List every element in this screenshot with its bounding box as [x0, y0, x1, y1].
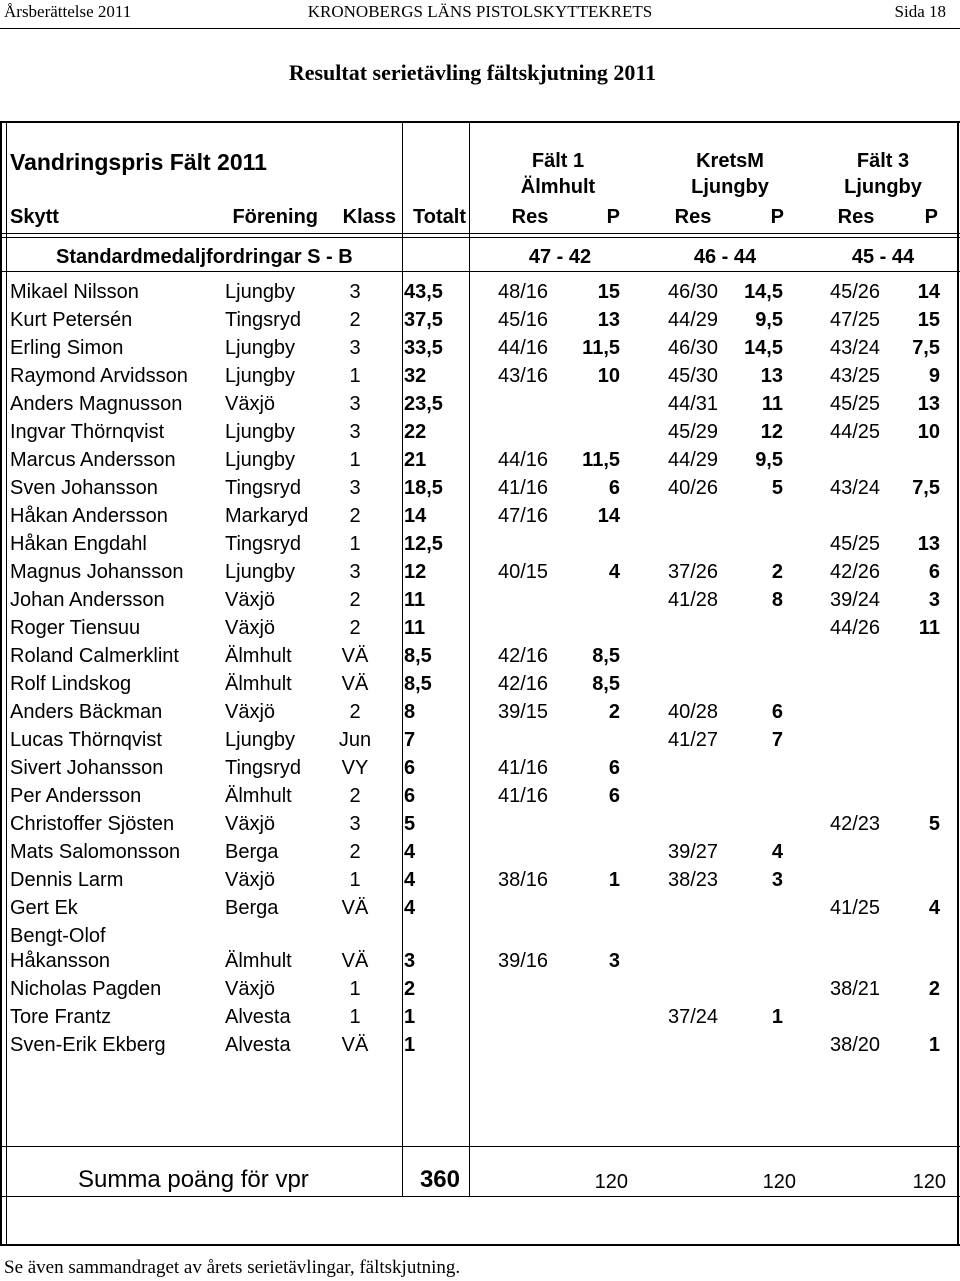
club: Växjö: [225, 589, 276, 611]
club: Berga: [225, 897, 279, 919]
class: 2: [349, 309, 361, 331]
points-falt1: 8,5: [592, 645, 620, 667]
class: 3: [349, 561, 361, 583]
class: 1: [349, 869, 361, 891]
club: Tingsryd: [225, 757, 301, 779]
res-falt1: 48/16: [498, 281, 549, 303]
class: 1: [349, 365, 361, 387]
res-kretsm: 38/23: [668, 869, 719, 891]
col-header-res-1: Res: [511, 206, 549, 228]
total: 7: [404, 729, 416, 751]
total: 18,5: [404, 477, 443, 499]
club: Ljungby: [225, 561, 296, 583]
points-kretsm: 14,5: [744, 281, 783, 303]
standard-value-falt3: 45 - 44: [851, 246, 915, 268]
points-falt1: 15: [597, 281, 620, 303]
shooter-name: Roger Tiensuu: [10, 617, 141, 639]
club: Tingsryd: [225, 477, 301, 499]
res-falt3: 41/25: [830, 897, 881, 919]
table-row: [0, 840, 960, 864]
club: Växjö: [225, 813, 276, 835]
total: 21: [404, 449, 427, 471]
res-falt3: 45/26: [830, 281, 881, 303]
header-center: KRONOBERGS LÄNS PISTOLSKYTTEKRETS: [307, 2, 653, 21]
total: 22: [404, 421, 427, 443]
points-falt1: 1: [608, 869, 620, 891]
total: 43,5: [404, 281, 443, 303]
shooter-name: Håkan Andersson: [10, 505, 168, 527]
standard-value-kretsm: 46 - 44: [693, 246, 757, 268]
col-header-totalt: Totalt: [413, 206, 466, 228]
res-falt3: 42/23: [830, 813, 881, 835]
points-falt3: 3: [928, 589, 940, 611]
points-falt1: 6: [608, 785, 620, 807]
points-falt1: 8,5: [592, 673, 620, 695]
table-row: [0, 784, 960, 808]
points-falt1: 3: [608, 950, 620, 972]
club: Älmhult: [225, 785, 292, 807]
total: 32: [404, 365, 427, 387]
class: 1: [349, 449, 361, 471]
total: 1: [404, 1034, 416, 1056]
table-row: [0, 588, 960, 612]
points-falt1: 13: [597, 309, 620, 331]
table-row: [0, 1005, 960, 1029]
points-falt3: 2: [928, 978, 940, 1000]
total: 4: [404, 869, 416, 891]
shooter-name-line1: Bengt-Olof: [10, 925, 106, 947]
total: 2: [404, 978, 416, 1000]
shooter-name: Marcus Andersson: [10, 449, 176, 471]
class: 2: [349, 589, 361, 611]
res-falt3: 45/25: [830, 393, 881, 415]
class: VÄ: [341, 897, 369, 919]
res-falt3: 39/24: [830, 589, 881, 611]
points-kretsm: 14,5: [744, 337, 783, 359]
class: 1: [349, 533, 361, 555]
points-falt3: 13: [917, 393, 940, 415]
class: 2: [349, 785, 361, 807]
points-kretsm: 9,5: [755, 309, 783, 331]
table-row: [0, 812, 960, 836]
points-kretsm: 7: [771, 729, 783, 751]
points-falt3: 10: [917, 421, 940, 443]
points-kretsm: 1: [771, 1006, 783, 1028]
res-kretsm: 44/29: [668, 309, 719, 331]
table-row: [0, 392, 960, 416]
group-header-falt1-line2: Älmhult: [520, 176, 596, 198]
club: Växjö: [225, 617, 276, 639]
points-falt3: 15: [917, 309, 940, 331]
summary-value-falt1: 120: [594, 1171, 628, 1193]
summary-total: 360: [419, 1166, 460, 1193]
points-falt1: 6: [608, 757, 620, 779]
col-header-forening: Förening: [232, 206, 318, 228]
table-row: [0, 977, 960, 1001]
res-falt3: 47/25: [830, 309, 881, 331]
table-row: [0, 420, 960, 444]
club: Alvesta: [225, 1006, 291, 1028]
res-falt1: 41/16: [498, 477, 549, 499]
club: Ljungby: [225, 281, 296, 303]
summary-value-kretsm: 120: [762, 1171, 796, 1193]
total: 8,5: [404, 645, 432, 667]
table-row: [0, 336, 960, 360]
class: 3: [349, 281, 361, 303]
res-kretsm: 45/29: [668, 421, 719, 443]
total: 4: [404, 897, 416, 919]
points-falt3: 7,5: [912, 477, 940, 499]
club: Ljungby: [225, 337, 296, 359]
club: Växjö: [225, 393, 276, 415]
col-header-klass: Klass: [342, 206, 396, 228]
shooter-name: Rolf Lindskog: [10, 673, 132, 695]
shooter-name: Dennis Larm: [10, 869, 124, 891]
col-header-p-1: P: [606, 206, 620, 228]
res-falt3: 42/26: [830, 561, 881, 583]
class: 3: [349, 477, 361, 499]
points-kretsm: 2: [771, 561, 783, 583]
points-falt3: 6: [928, 561, 940, 583]
club: Ljungby: [225, 449, 296, 471]
total: 5: [404, 813, 416, 835]
class: VÄ: [341, 673, 369, 695]
res-falt3: 43/24: [830, 337, 881, 359]
shooter-name: Lucas Thörnqvist: [10, 729, 162, 751]
points-kretsm: 6: [771, 701, 783, 723]
res-falt1: 42/16: [498, 645, 549, 667]
total: 37,5: [404, 309, 443, 331]
total: 11: [404, 589, 426, 611]
shooter-name: Kurt Petersén: [10, 309, 133, 331]
col-header-skytt: Skytt: [10, 206, 59, 228]
summary-label: Summa poäng för vpr: [78, 1166, 309, 1193]
table-row: [0, 476, 960, 500]
res-falt3: 45/25: [830, 533, 881, 555]
group-header-falt3-line2: Ljungby: [844, 176, 922, 198]
shooter-name: Nicholas Pagden: [10, 978, 162, 1000]
res-kretsm: 44/29: [668, 449, 719, 471]
points-falt3: 4: [928, 897, 940, 919]
table-row: [0, 560, 960, 584]
table-row: [0, 280, 960, 304]
points-falt1: 6: [608, 477, 620, 499]
res-kretsm: 44/31: [668, 393, 719, 415]
shooter-name: Anders Magnusson: [10, 393, 183, 415]
shooter-name: Magnus Johansson: [10, 561, 184, 583]
res-kretsm: 37/26: [668, 561, 719, 583]
total: 8,5: [404, 673, 432, 695]
res-falt1: 44/16: [498, 337, 549, 359]
class: VÄ: [341, 950, 369, 972]
standard-label: Standardmedaljfordringar S - B: [56, 246, 353, 268]
table-row: [0, 364, 960, 388]
standard-value-falt1: 47 - 42: [528, 246, 592, 268]
class: 3: [349, 393, 361, 415]
table-row: [0, 868, 960, 892]
points-falt3: 13: [917, 533, 940, 555]
res-falt1: 44/16: [498, 449, 549, 471]
res-falt1: 45/16: [498, 309, 549, 331]
res-falt3: 38/21: [830, 978, 881, 1000]
class: 2: [349, 841, 361, 863]
class: 1: [349, 1006, 361, 1028]
table-row: [0, 308, 960, 332]
shooter-name: Anders Bäckman: [10, 701, 163, 723]
points-kretsm: 12: [760, 421, 783, 443]
res-falt1: 43/16: [498, 365, 549, 387]
shooter-name: Roland Calmerklint: [10, 645, 179, 667]
points-falt1: 2: [608, 701, 620, 723]
points-falt1: 14: [597, 505, 620, 527]
points-kretsm: 4: [771, 841, 783, 863]
table-row: [0, 728, 960, 752]
club: Tingsryd: [225, 309, 301, 331]
points-falt1: 4: [608, 561, 620, 583]
res-kretsm: 46/30: [668, 337, 719, 359]
group-header-falt1-line1: Fält 1: [531, 150, 585, 172]
res-kretsm: 41/28: [668, 589, 719, 611]
shooter-name: Ingvar Thörnqvist: [10, 421, 165, 443]
page-title: Resultat serietävling fältskjutning 2011: [288, 60, 657, 85]
class: 3: [349, 337, 361, 359]
res-falt3: 44/26: [830, 617, 881, 639]
shooter-name: Johan Andersson: [10, 589, 165, 611]
table-row: [0, 448, 960, 472]
total: 8: [404, 701, 416, 723]
res-falt1: 39/16: [498, 950, 549, 972]
club: Ljungby: [225, 365, 296, 387]
shooter-name: Håkan Engdahl: [10, 533, 147, 555]
res-kretsm: 41/27: [668, 729, 719, 751]
shooter-name: Erling Simon: [10, 337, 124, 359]
class: 1: [349, 978, 361, 1000]
res-kretsm: 45/30: [668, 365, 719, 387]
table-row: [0, 756, 960, 780]
group-header-kretsm-line1: KretsM: [696, 150, 764, 172]
total: 12,5: [404, 533, 443, 555]
total: 1: [404, 1006, 416, 1028]
table-heading: Vandringspris Fält 2011: [10, 149, 267, 175]
header-rule: [0, 28, 960, 29]
points-kretsm: 11: [761, 393, 783, 415]
shooter-name: Sivert Johansson: [10, 757, 164, 779]
club: Växjö: [225, 978, 276, 1000]
table-row: [0, 616, 960, 640]
res-falt3: 43/25: [830, 365, 881, 387]
club: Berga: [225, 841, 279, 863]
res-falt3: 44/25: [830, 421, 881, 443]
res-falt3: 38/20: [830, 1034, 881, 1056]
points-falt3: 5: [928, 813, 940, 835]
club: Alvesta: [225, 1034, 291, 1056]
shooter-name: Gert Ek: [10, 897, 78, 919]
res-kretsm: 39/27: [668, 841, 719, 863]
total: 3: [404, 950, 416, 972]
points-falt1: 11,5: [582, 337, 620, 359]
total: 4: [404, 841, 416, 863]
club: Älmhult: [225, 673, 292, 695]
total: 33,5: [404, 337, 443, 359]
total: 11: [404, 617, 426, 639]
points-falt3: 14: [917, 281, 940, 303]
shooter-name: Per Andersson: [10, 785, 142, 807]
table-row: [0, 700, 960, 724]
club: Ljungby: [225, 421, 296, 443]
points-kretsm: 13: [760, 365, 783, 387]
points-falt3: 7,5: [912, 337, 940, 359]
class: 2: [349, 505, 361, 527]
header-left: Årsberättelse 2011: [4, 2, 132, 21]
col-header-res-2: Res: [674, 206, 712, 228]
points-falt1: 10: [597, 365, 620, 387]
club: Älmhult: [225, 950, 292, 972]
shooter-name: Raymond Arvidsson: [10, 365, 188, 387]
footer-note: Se även sammandraget av årets serietävlingar, fältskjutning.: [4, 1257, 461, 1278]
class: 2: [349, 617, 361, 639]
table-row: [0, 672, 960, 696]
table-row: [0, 1033, 960, 1057]
points-kretsm: 9,5: [755, 449, 783, 471]
class: VÄ: [341, 645, 369, 667]
table-row: [0, 949, 960, 973]
total: 14: [404, 505, 427, 527]
col-header-p-3: P: [924, 206, 938, 228]
class: 2: [349, 701, 361, 723]
club: Älmhult: [225, 645, 292, 667]
col-header-p-2: P: [770, 206, 784, 228]
summary-value-falt3: 120: [912, 1171, 946, 1193]
points-falt3: 11: [918, 617, 940, 639]
res-falt1: 41/16: [498, 757, 549, 779]
points-kretsm: 8: [771, 589, 783, 611]
points-kretsm: 5: [771, 477, 783, 499]
shooter-name: Christoffer Sjösten: [10, 813, 175, 835]
res-kretsm: 46/30: [668, 281, 719, 303]
club: Växjö: [225, 701, 276, 723]
col-header-res-3: Res: [837, 206, 875, 228]
shooter-name: Tore Frantz: [10, 1006, 112, 1028]
class: VY: [341, 757, 369, 779]
points-falt3: 9: [928, 365, 940, 387]
header-page-number: Sida 18: [894, 2, 946, 21]
res-falt1: 40/15: [498, 561, 549, 583]
res-falt1: 38/16: [498, 869, 549, 891]
res-falt1: 41/16: [498, 785, 549, 807]
class: Jun: [338, 729, 372, 751]
total: 6: [404, 757, 416, 779]
club: Växjö: [225, 869, 276, 891]
res-falt1: 39/15: [498, 701, 549, 723]
res-kretsm: 40/28: [668, 701, 719, 723]
points-kretsm: 3: [771, 869, 783, 891]
club: Markaryd: [225, 505, 309, 527]
res-kretsm: 40/26: [668, 477, 719, 499]
total: 6: [404, 785, 416, 807]
group-header-falt3-line1: Fält 3: [856, 150, 910, 172]
table-row: [0, 532, 960, 556]
res-falt1: 42/16: [498, 673, 549, 695]
res-kretsm: 37/24: [668, 1006, 719, 1028]
table-row: [0, 896, 960, 920]
total: 23,5: [404, 393, 443, 415]
shooter-name: Sven Johansson: [10, 477, 158, 499]
total: 12: [404, 561, 427, 583]
class: 3: [349, 813, 361, 835]
club: Ljungby: [225, 729, 296, 751]
points-falt1: 11,5: [582, 449, 620, 471]
shooter-name: Sven-Erik Ekberg: [10, 1034, 166, 1056]
shooter-name: Håkansson: [10, 950, 111, 972]
group-header-kretsm-line2: Ljungby: [691, 176, 769, 198]
points-falt3: 1: [928, 1034, 940, 1056]
class: 3: [349, 421, 361, 443]
table-row: [0, 644, 960, 668]
shooter-name: Mats Salomonsson: [10, 841, 181, 863]
club: Tingsryd: [225, 533, 301, 555]
table-row: [0, 504, 960, 528]
res-falt3: 43/24: [830, 477, 881, 499]
res-falt1: 47/16: [498, 505, 549, 527]
shooter-name: Mikael Nilsson: [10, 281, 139, 303]
class: VÄ: [341, 1034, 369, 1056]
